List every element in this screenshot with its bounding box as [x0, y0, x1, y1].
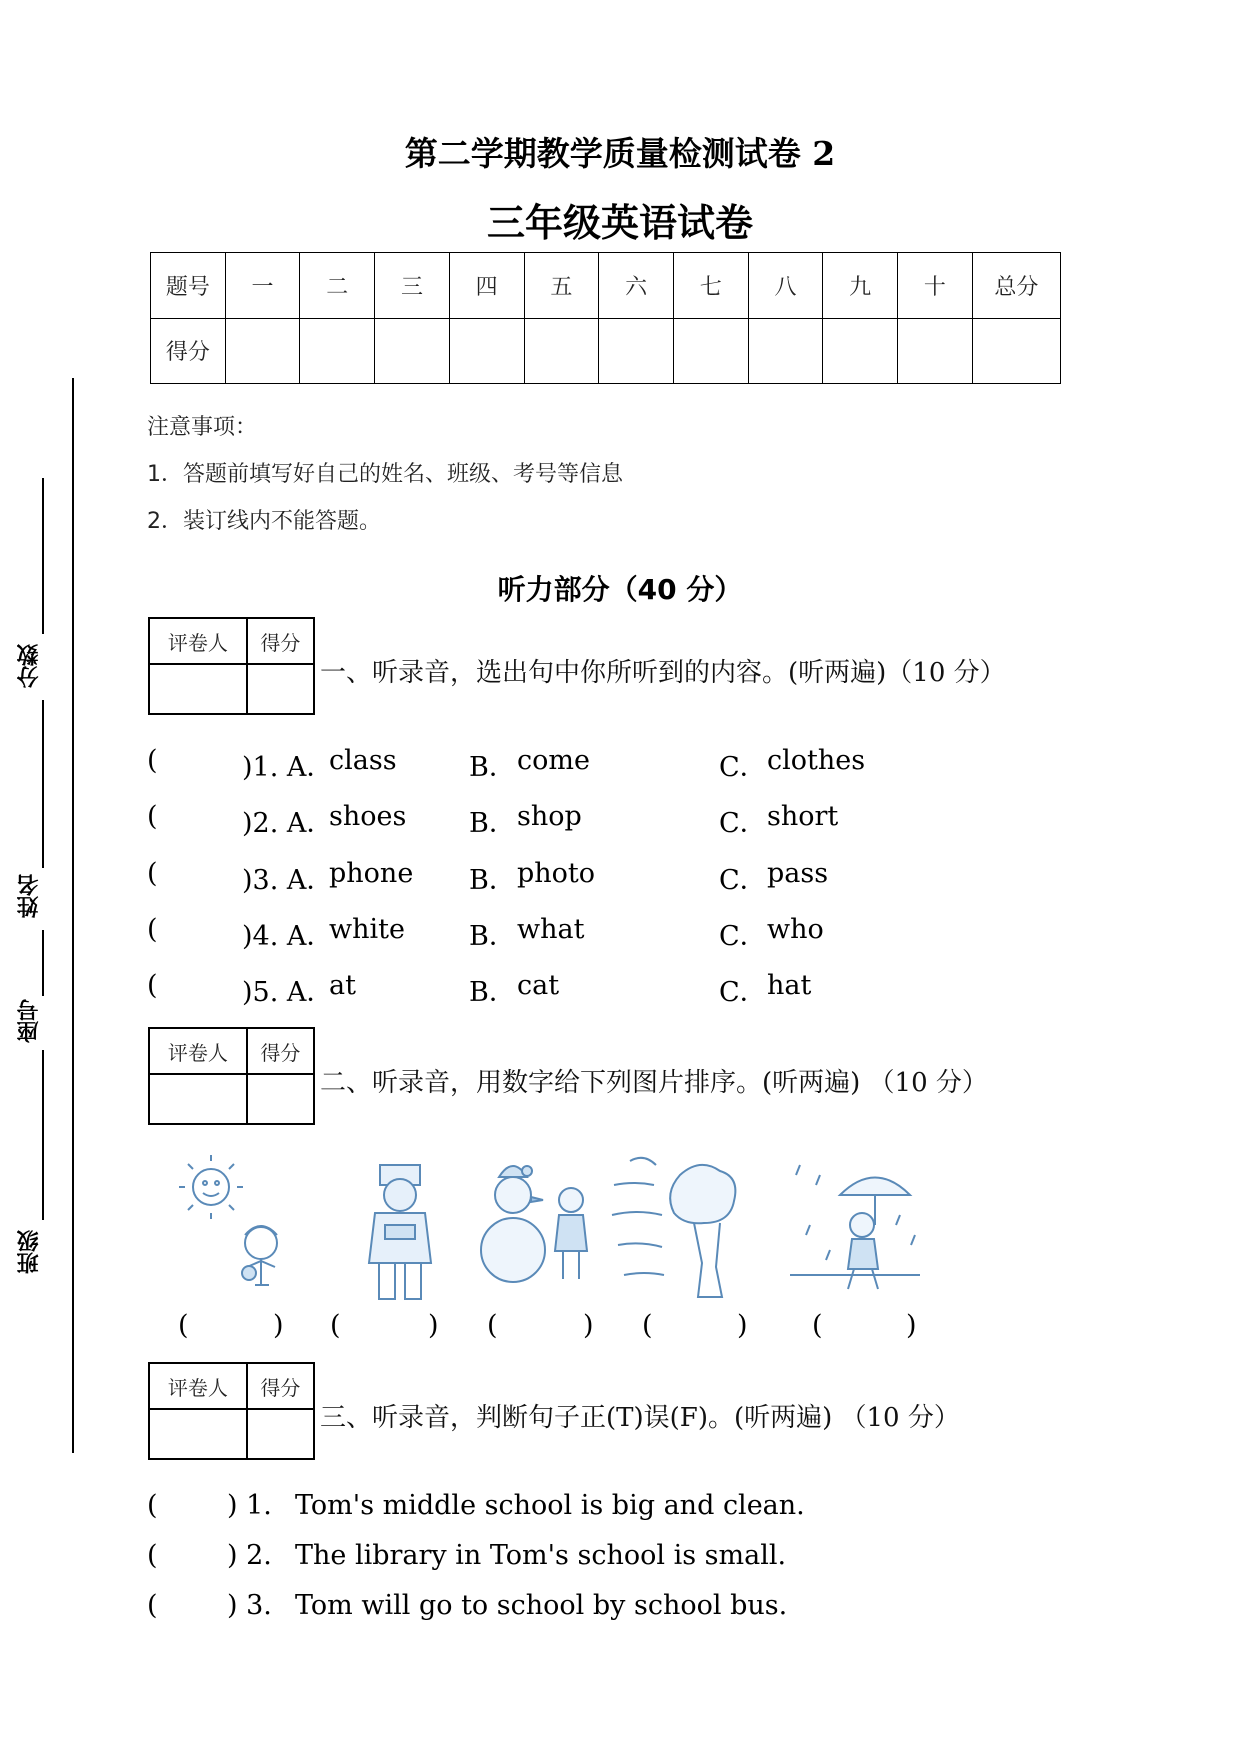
score-input-q5[interactable]: [524, 318, 599, 384]
option-a: phone: [329, 858, 414, 889]
score-input-q10[interactable]: [898, 318, 973, 384]
score-cell-q8: 八: [748, 253, 823, 319]
picture-3-open-paren[interactable]: (: [487, 1310, 498, 1341]
score-cell-q4: 四: [449, 253, 524, 319]
option-c: hat: [767, 970, 812, 1001]
option-a: class: [329, 745, 397, 776]
answer-paren[interactable]: (: [147, 745, 158, 776]
picture-4-open-paren[interactable]: (: [642, 1310, 653, 1341]
option-b-label: B．: [469, 921, 516, 952]
score-underline: [42, 478, 44, 634]
option-b-label: B．: [469, 752, 516, 783]
option-c-label: C．: [719, 808, 767, 839]
statement-text: The library in Tom's school is small.: [295, 1540, 787, 1571]
cold-girl-picture: [345, 1155, 455, 1305]
score-input-q6[interactable]: [599, 318, 674, 384]
grader-label: 评卷人: [149, 618, 247, 664]
part1-item-4: [147, 914, 1047, 950]
grader-box-3: [148, 1362, 315, 1460]
grader-score-input[interactable]: [247, 1074, 314, 1124]
grader-score-label: 得分: [247, 618, 314, 664]
item-number: )1. A．: [242, 752, 334, 783]
answer-paren[interactable]: (: [147, 1490, 158, 1521]
option-b-label: B．: [469, 977, 516, 1008]
picture-2-close-paren: ): [428, 1310, 439, 1341]
side-label-seat: 座号: [17, 999, 42, 1043]
score-input-q4[interactable]: [449, 318, 524, 384]
score-cell-q10: 十: [898, 253, 973, 319]
option-a: at: [329, 970, 356, 1001]
grader-score-input[interactable]: [247, 664, 314, 714]
option-c: who: [767, 914, 824, 945]
option-c: short: [767, 801, 839, 832]
option-b: what: [517, 914, 585, 945]
score-input-q2[interactable]: [300, 318, 375, 384]
answer-paren[interactable]: (: [147, 1590, 158, 1621]
side-label-score: 分数: [17, 644, 42, 688]
exam-subtitle: 三年级英语试卷: [486, 201, 753, 245]
score-cell-label: 题号: [151, 253, 226, 319]
option-b-label: B．: [469, 808, 516, 839]
score-input-q1[interactable]: [225, 318, 300, 384]
score-cell-q1: 一: [225, 253, 300, 319]
statement-text: Tom will go to school by school bus.: [295, 1590, 788, 1621]
score-table-header-row: [151, 253, 1061, 319]
binding-line: [72, 378, 74, 1453]
grader-input[interactable]: [149, 664, 247, 714]
option-b: cat: [517, 970, 560, 1001]
side-label-class: 班级: [17, 1230, 42, 1274]
score-cell-q6: 六: [599, 253, 674, 319]
part1-item-5: [147, 970, 1047, 1006]
part2-title: 二、听录音，用数字给下列图片排序。(听两遍) （10 分）: [320, 1068, 988, 1098]
score-row-label: 得分: [151, 318, 226, 384]
statement-text: Tom's middle school is big and clean.: [295, 1490, 805, 1521]
score-cell-q3: 三: [375, 253, 450, 319]
option-c-label: C．: [719, 977, 767, 1008]
picture-1-close-paren: ): [273, 1310, 284, 1341]
windy-tree-picture: [610, 1155, 750, 1300]
option-c: pass: [767, 858, 829, 889]
score-input-q8[interactable]: [748, 318, 823, 384]
item-number: ) 3.: [227, 1590, 272, 1621]
score-table-score-row: [151, 318, 1061, 384]
answer-paren[interactable]: (: [147, 858, 158, 889]
score-cell-total: 总分: [972, 253, 1060, 319]
item-number: ) 2.: [227, 1540, 272, 1571]
grader-box-1: [148, 617, 315, 715]
option-c: clothes: [767, 745, 866, 776]
grader-box-2: [148, 1027, 315, 1125]
side-label-name: 姓名: [17, 874, 42, 918]
sunny-boy-picture: [175, 1155, 315, 1295]
answer-paren[interactable]: (: [147, 970, 158, 1001]
part1-item-1: [147, 745, 1047, 781]
item-number: )2. A．: [242, 808, 334, 839]
grader-input[interactable]: [149, 1409, 247, 1459]
part1-item-2: [147, 801, 1047, 837]
score-input-total[interactable]: [972, 318, 1060, 384]
picture-5-close-paren: ): [906, 1310, 917, 1341]
answer-paren[interactable]: (: [147, 801, 158, 832]
option-a: white: [329, 914, 405, 945]
picture-3-close-paren: ): [583, 1310, 594, 1341]
item-number: )5. A．: [242, 977, 334, 1008]
score-cell-q9: 九: [823, 253, 898, 319]
grader-score-input[interactable]: [247, 1409, 314, 1459]
option-c-label: C．: [719, 921, 767, 952]
picture-1-open-paren[interactable]: (: [178, 1310, 189, 1341]
score-input-q9[interactable]: [823, 318, 898, 384]
option-b: shop: [517, 801, 582, 832]
grader-label: 评卷人: [149, 1028, 247, 1074]
class-underline: [42, 1050, 44, 1220]
option-b: come: [517, 745, 590, 776]
notes-item-1: 1．答题前填写好自己的姓名、班级、考号等信息: [147, 462, 623, 487]
score-cell-q2: 二: [300, 253, 375, 319]
score-cell-q5: 五: [524, 253, 599, 319]
picture-5-open-paren[interactable]: (: [812, 1310, 823, 1341]
option-c-label: C．: [719, 865, 767, 896]
snowman-picture: [475, 1155, 595, 1295]
item-number: )3. A．: [242, 865, 334, 896]
grader-input[interactable]: [149, 1074, 247, 1124]
score-table: [150, 252, 1061, 384]
notes-heading: 注意事项：: [147, 415, 258, 440]
item-number: )4. A．: [242, 921, 334, 952]
answer-paren[interactable]: (: [147, 1540, 158, 1571]
score-input-q3[interactable]: [375, 318, 450, 384]
part1-item-3: [147, 858, 1047, 894]
part3-title: 三、听录音，判断句子正(T)误(F)。(听两遍) （10 分）: [320, 1403, 960, 1433]
option-b: photo: [517, 858, 596, 889]
grader-score-label: 得分: [247, 1363, 314, 1409]
notes-item-2: 2．装订线内不能答题。: [147, 509, 381, 534]
item-number: ) 1.: [227, 1490, 272, 1521]
rainy-boy-picture: [790, 1155, 930, 1300]
picture-2-open-paren[interactable]: (: [330, 1310, 341, 1341]
score-input-q7[interactable]: [673, 318, 748, 384]
picture-4-close-paren: ): [737, 1310, 748, 1341]
grader-label: 评卷人: [149, 1363, 247, 1409]
score-cell-q7: 七: [673, 253, 748, 319]
grader-score-label: 得分: [247, 1028, 314, 1074]
section-title: 听力部分（40 分）: [497, 573, 743, 606]
option-b-label: B．: [469, 865, 516, 896]
option-a: shoes: [329, 801, 407, 832]
option-c-label: C．: [719, 752, 767, 783]
answer-paren[interactable]: (: [147, 914, 158, 945]
seat-underline: [42, 930, 44, 996]
name-underline: [42, 700, 44, 868]
part1-title: 一、听录音，选出句中你所听到的内容。(听两遍)（10 分）: [320, 658, 1006, 688]
exam-title: 第二学期教学质量检测试卷 2: [404, 134, 836, 173]
